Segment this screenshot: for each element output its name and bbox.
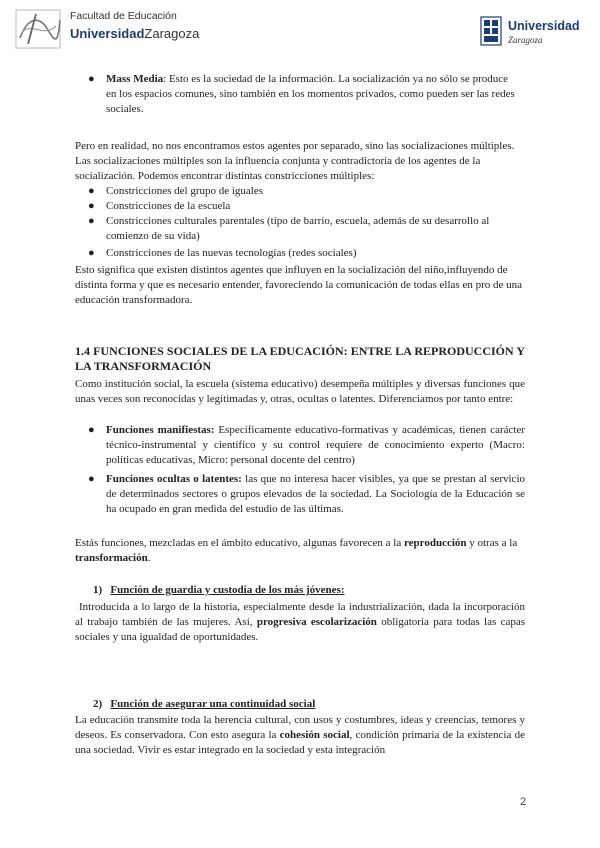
bullet-icon: ●	[88, 185, 95, 197]
continuity-bold: cohesión social	[279, 729, 350, 741]
paragraph-mixed-functions	[75, 536, 530, 566]
heading-continuity-title: Función de asegurar una continuidad social	[110, 698, 316, 710]
paragraph-custody	[75, 600, 525, 645]
custody-bold: progresiva escolarización	[256, 616, 377, 628]
continuity-after: , condición primaria de la existencia de una sociedad. Vivir es estar integrado en la sociedad y esta integración	[75, 729, 525, 756]
bullet-icon: ●	[88, 247, 95, 259]
heading-custody-title: Función de guardia y custodia de los más jóvenes:	[110, 584, 345, 596]
paragraph-meaning: Esto significa que existen distintos agentes que influyen en la socialización del niño,influyendo de distinta forma y que es necesario entender, favoreciendo la comunicación de todas ellas en pro de una educación transformadora.	[75, 264, 523, 306]
latent-text: las que no interesa hacer visibles, ya que se prestan al servicio de determinados sectores o grupos elevados de la sociedad. La Sociología de la Educación se ha ocupado en gran medida del estudio de las últimas.	[106, 473, 525, 515]
constraint-text: Constricciones de las nuevas tecnologías (redes sociales)	[106, 247, 357, 259]
university-bold: Universidad	[70, 26, 145, 41]
heading-custody-number: 1)	[93, 584, 103, 596]
bullet-icon: ●	[88, 424, 95, 436]
faculty-logo	[14, 6, 234, 56]
page-number: 2	[520, 796, 527, 808]
bullet-icon: ●	[88, 215, 95, 227]
mixed-before: Estás funciones, mezcladas en el ámbito educativo, algunas favorecen a la	[75, 537, 404, 549]
university-title: Universidad	[508, 19, 580, 33]
heading-continuity	[93, 697, 513, 712]
university-city: Zaragoza	[144, 26, 200, 41]
mass-media-term: Mass Media	[106, 73, 164, 85]
mixed-middle: y otras a la	[466, 537, 518, 549]
manifest-text: Específicamente educativo-formativas y académicas, tienen carácter técnico-instrumental y científico y su control requiere de conocimiento experto (Macro: políticas educativas, Micro: personal docente del centro)	[106, 424, 525, 466]
bullet-icon: ●	[88, 73, 95, 85]
reproduction-term: reproducción	[403, 537, 467, 549]
manifest-term: Funciones manifiestas:	[106, 424, 215, 436]
continuity-before: La educación transmite toda la herencia cultural, con usos y costumbres, ideas y creencias, temores y deseos. Es conservadora. Con esto asegura la	[75, 714, 525, 741]
custody-before: Introducida a lo largo de la historia, especialmente desde la industrialización, dada la incorporación al trabajo también de las mujeres. Así,	[75, 601, 525, 628]
faculty-emblem-icon	[14, 8, 64, 52]
mass-media-text: : Esto es la sociedad de la información. La socialización ya no sólo se produce en los espacios comunes, sino también en los momentos privados, como pueden ser las redes sociales.	[106, 73, 515, 115]
latent-term: Funciones ocultas o latentes:	[106, 473, 242, 485]
faculty-name: Facultad de Educación	[70, 10, 177, 22]
heading-custody	[93, 583, 513, 598]
university-logo	[480, 16, 590, 50]
university-name	[70, 26, 199, 41]
university-crest-icon	[480, 16, 502, 46]
paragraph-socializations: Pero en realidad, no nos encontramos estos agentes por separado, sino las socializaciones múltiples. Las socializaciones múltiples son la influencia conjunta y contradictoria de los agentes de la socialización. Podemos encontrar distintas constricciones múltiples:	[75, 140, 515, 182]
transformation-term: transformación	[75, 552, 148, 564]
mixed-after: .	[147, 552, 151, 564]
constraint-text: Constricciones del grupo de iguales	[106, 185, 264, 197]
constraint-text: Constricciones culturales parentales (tipo de barrio, escuela, además de su desarrollo al comienzo de su vida)	[106, 215, 490, 242]
custody-after: obligatoria para todas las capas sociales y una igualdad de oportunidades.	[75, 616, 526, 643]
section-heading: 1.4 FUNCIONES SOCIALES DE LA EDUCACIÓN: ENTRE LA REPRODUCCIÓN Y LA TRANSFORMACIÓN	[75, 344, 525, 373]
constraint-text: Constricciones de la escuela	[106, 200, 231, 212]
bullet-icon: ●	[88, 200, 95, 212]
paragraph-institution: Como institución social, la escuela (sistema educativo) desempeña múltiples y diversas funciones que unas veces son reconocidas y legitimadas y, otras, ocultas o latentes. Diferenciamos por tanto entre:	[75, 378, 525, 405]
heading-continuity-number: 2)	[93, 698, 103, 710]
university-city-script: Zaragoza	[508, 35, 543, 45]
bullet-icon: ●	[88, 473, 95, 485]
paragraph-continuity	[75, 713, 525, 758]
